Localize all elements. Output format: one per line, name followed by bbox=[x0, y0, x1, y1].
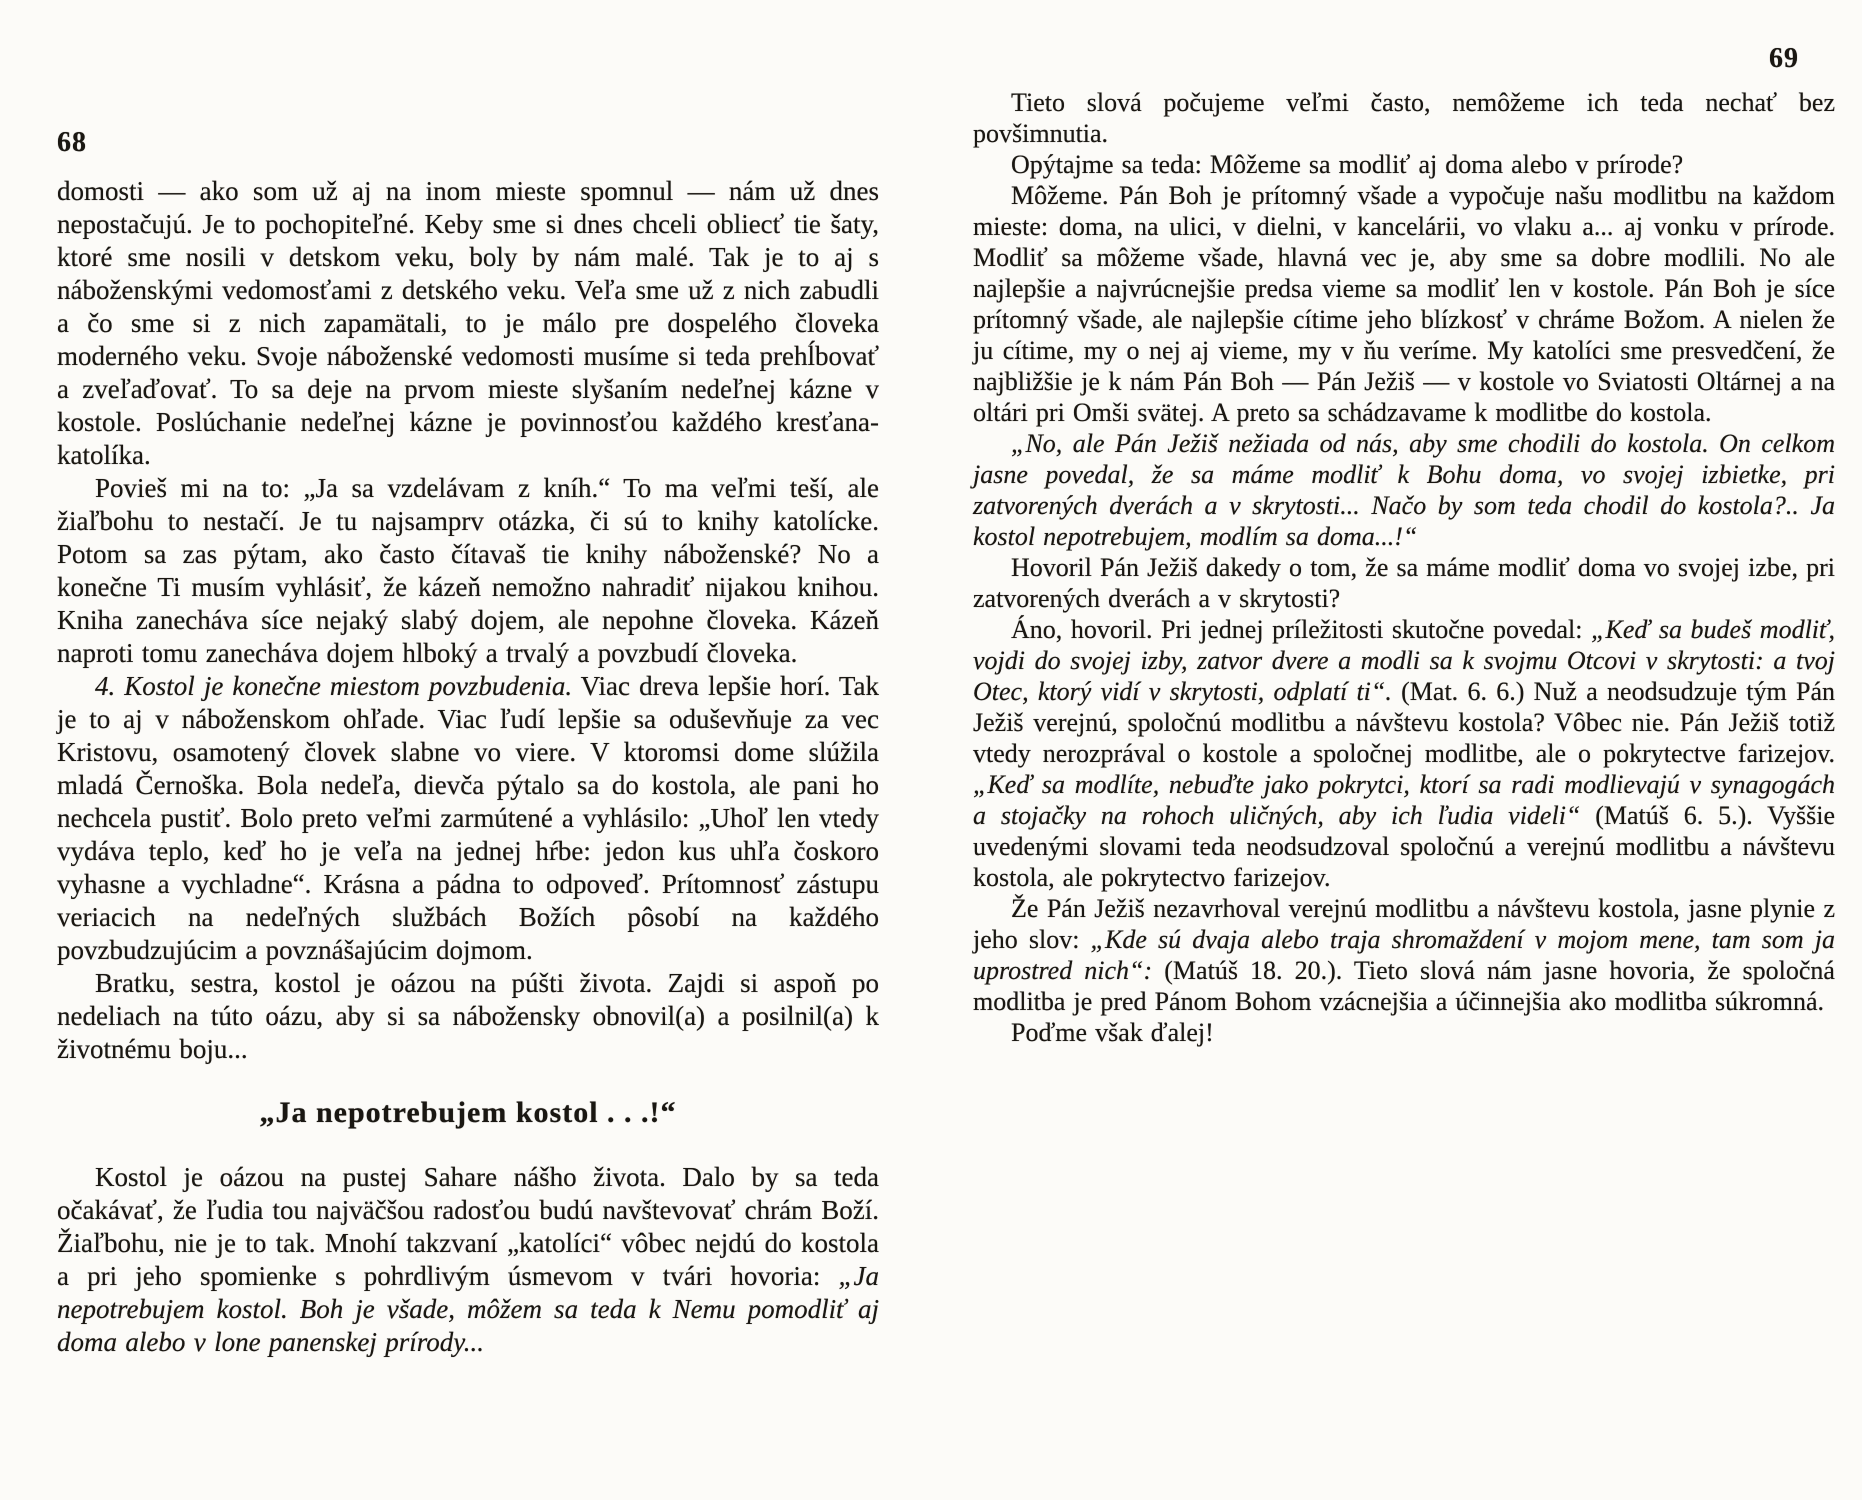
text-run: (Mat. 6. 6.) Nuž a neodsudzuje tým Pán Ježiš verejnú, spoločnú modlitbu a návštevu kostola? Vôbec nie. Pán Ježiš totiž vtedy nerozprával o kostole a spoločnej modlitbe, ale o pokrytectve farizejov. bbox=[973, 677, 1835, 768]
text-run: (Matúš 18. 20.). Tieto slová nám jasne hovoria, že spoločná modlitba je pred Pánom Bohom vzácnejšia a účinnejšia ako modlitba súkromná. bbox=[973, 956, 1835, 1016]
paragraph bbox=[973, 428, 1835, 552]
text-run: Hovoril Pán Ježiš dakedy o tom, že sa máme modliť doma vo svojej izbe, pri zatvorených dverách a v skrytosti? bbox=[973, 553, 1835, 613]
paragraph bbox=[57, 1161, 879, 1359]
page-number-right: 69 bbox=[1769, 43, 1799, 74]
text-run: Kostol je oázou na pustej Sahare nášho života. Dalo by sa teda očakávať, že ľudia tou najväčšou radosťou budú navštevovať chrám Boží. Žiaľbohu, nie je to tak. Mnohí takzvaní „katolíci“ vôbec nejdú do kostola a pri jeho spomienke s pohrdlivým úsmevom v tvári hovoria: bbox=[57, 1162, 879, 1291]
text-run: (Matúš 6. 5.). Vyššie uvedenými slovami teda neodsudzoval spoločnú a verejnú modlitbu a návštevu kostola, ale pokrytectvo farizejov. bbox=[973, 801, 1836, 892]
text-run: „Ja nepotrebujem kostol . . .!“ bbox=[259, 1096, 677, 1129]
paragraph bbox=[973, 149, 1835, 180]
paragraph bbox=[973, 87, 1835, 149]
paragraph bbox=[973, 180, 1835, 428]
paragraph bbox=[57, 472, 879, 670]
text-run: Opýtajme sa teda: Môžeme sa modliť aj doma alebo v prírode? bbox=[1011, 150, 1684, 179]
text-run: Bratku, sestra, kostol je oázou na púšti života. Zajdi si aspoň po nedeliach na túto oázu, aby si sa nábožensky obnovil(a) a posilnil(a) k životnému boju... bbox=[57, 968, 879, 1064]
page-69-text-column bbox=[973, 87, 1835, 1048]
text-run: Môžeme. Pán Boh je prítomný všade a vypočuje našu modlitbu na každom mieste: doma, na ulici, v dielni, v kancelárii, vo vlaku a... aj vonku v prírode. Modliť sa môžeme všade, hlavná vec je, aby sme sa dobre modlili. No ale najlepšie a najvrúcnejšie predsa vieme sa modliť len v kostole. Pán Boh je síce prítomný všade, ale najlepšie cítime jeho blízkosť v chráme Božom. A nielen že ju cítime, my o nej aj vieme, my v ňu veríme. My katolíci sme presvedčení, že najbližšie je k nám Pán Boh — Pán Ježiš — v kostole vo Sviatosti Oltárnej a na oltári pri Omši svätej. A preto sa schádzavame k modlitbe do kostola. bbox=[973, 181, 1835, 427]
italic-text-run: 4. Kostol je konečne miestom povzbudenia. bbox=[95, 671, 573, 701]
paragraph bbox=[973, 893, 1835, 1017]
text-run: Povieš mi na to: „Ja sa vzdelávam z kníh.“ To ma veľmi teší, ale žiaľbohu to nestačí. Je tu najsamprv otázka, či sú to knihy katolícke. Potom sa zas pýtam, ako často čítavaš tie knihy náboženské? No a konečne Ti musím vyhlásiť, že kázeň nemožno nahradiť nijakou knihou. Kniha zanecháva síce nejaký slabý dojem, ale nepohne človeka. Kázeň naproti tomu zanecháva dojem hlboký a trvalý a povzbudí človeka. bbox=[57, 473, 879, 668]
text-run: Poďme však ďalej! bbox=[1011, 1018, 1214, 1047]
italic-text-run: „Keď sa budeš modliť, vojdi do svojej izby, zatvor dvere a modli sa k svojmu Otcovi v skrytosti: a tvoj Otec, ktorý vidí v skrytosti, odplatí ti“. bbox=[973, 615, 1835, 706]
paragraph bbox=[57, 175, 879, 472]
paragraph bbox=[973, 1017, 1835, 1048]
text-run: domosti — ako som už aj na inom mieste spomnul — nám už dnes nepostačujú. Je to pochopiteľné. Keby sme si dnes chceli obliecť tie šaty, ktoré sme nosili v detskom veku, boly by nám malé. Tak je to aj s náboženskými vedomosťami z detského veku. Veľa sme už z nich zabudli a čo sme si z nich zapamätali, to je málo pre dospelého človeka moderného veku. Svoje náboženské vedomosti musíme si teda prehĺbovať a zveľaďovať. To sa deje na prvom mieste slyšaním nedeľnej kázne v kostole. Poslúchanie nedeľnej kázne je povinnosťou každého kresťana-katolíka. bbox=[57, 176, 879, 470]
text-run: Že Pán Ježiš nezavrhoval verejnú modlitbu a návštevu kostola, jasne plynie z jeho slov: bbox=[973, 894, 1835, 954]
page-69 bbox=[973, 42, 1835, 1048]
page-number-left: 68 bbox=[57, 127, 87, 158]
page-68-text-column bbox=[57, 175, 879, 1359]
italic-text-run: „No, ale Pán Ježiš nežiada od nás, aby sme chodili do kostola. On celkom jasne povedal, že sa máme modliť k Bohu doma, vo svojej izbietke, pri zatvorených dverách a v skrytosti... Načo by som teda chodil do kostola?.. Ja kostol nepotrebujem, modlím sa doma...!“ bbox=[973, 429, 1835, 551]
italic-text-run: „Keď sa modlíte, nebuďte jako pokrytci, ktorí sa radi modlievajú v synagogách a stojačky na rohoch uličných, aby ich ľudia videli“ bbox=[973, 770, 1835, 830]
italic-text-run: „Ja nepotrebujem kostol. Boh je všade, môžem sa teda k Nemu pomodliť aj doma alebo v lone panenskej prírody... bbox=[57, 1261, 879, 1357]
section-heading bbox=[57, 1096, 879, 1129]
italic-text-run: „Kde sú dvaja alebo traja shromaždení v mojom mene, tam som ja uprostred nich“: bbox=[973, 925, 1835, 985]
paragraph bbox=[57, 670, 879, 967]
paragraph bbox=[57, 967, 879, 1066]
page-68 bbox=[57, 126, 879, 1359]
paragraph bbox=[973, 614, 1835, 893]
text-run: Tieto slová počujeme veľmi často, nemôžeme ich teda nechať bez povšimnutia. bbox=[973, 88, 1835, 148]
paragraph bbox=[973, 552, 1835, 614]
text-run: Áno, hovoril. Pri jednej príležitosti skutočne povedal: bbox=[1011, 615, 1592, 644]
text-run: Viac dreva lepšie horí. Tak je to aj v náboženskom ohľade. Viac ľudí lepšie sa oduševňuje za vec Kristovu, osamotený človek slabne vo viere. V ktoromsi dome slúžila mladá Černoška. Bola nedeľa, dievča pýtalo sa do kostola, ale pani ho nechcela pustiť. Bolo preto veľmi zarmútené a vyhlásilo: „Uhoľ len vtedy vydáva teplo, keď ho je veľa na jednej hŕbe: jedon kus uhľa čoskoro vyhasne a vychladne“. Krásna a pádna to odpoveď. Prítomnosť zástupu veriacich na nedeľných službách Božích pôsobí na každého povzbudzujúcim a povznášajúcim dojmom. bbox=[57, 671, 879, 965]
